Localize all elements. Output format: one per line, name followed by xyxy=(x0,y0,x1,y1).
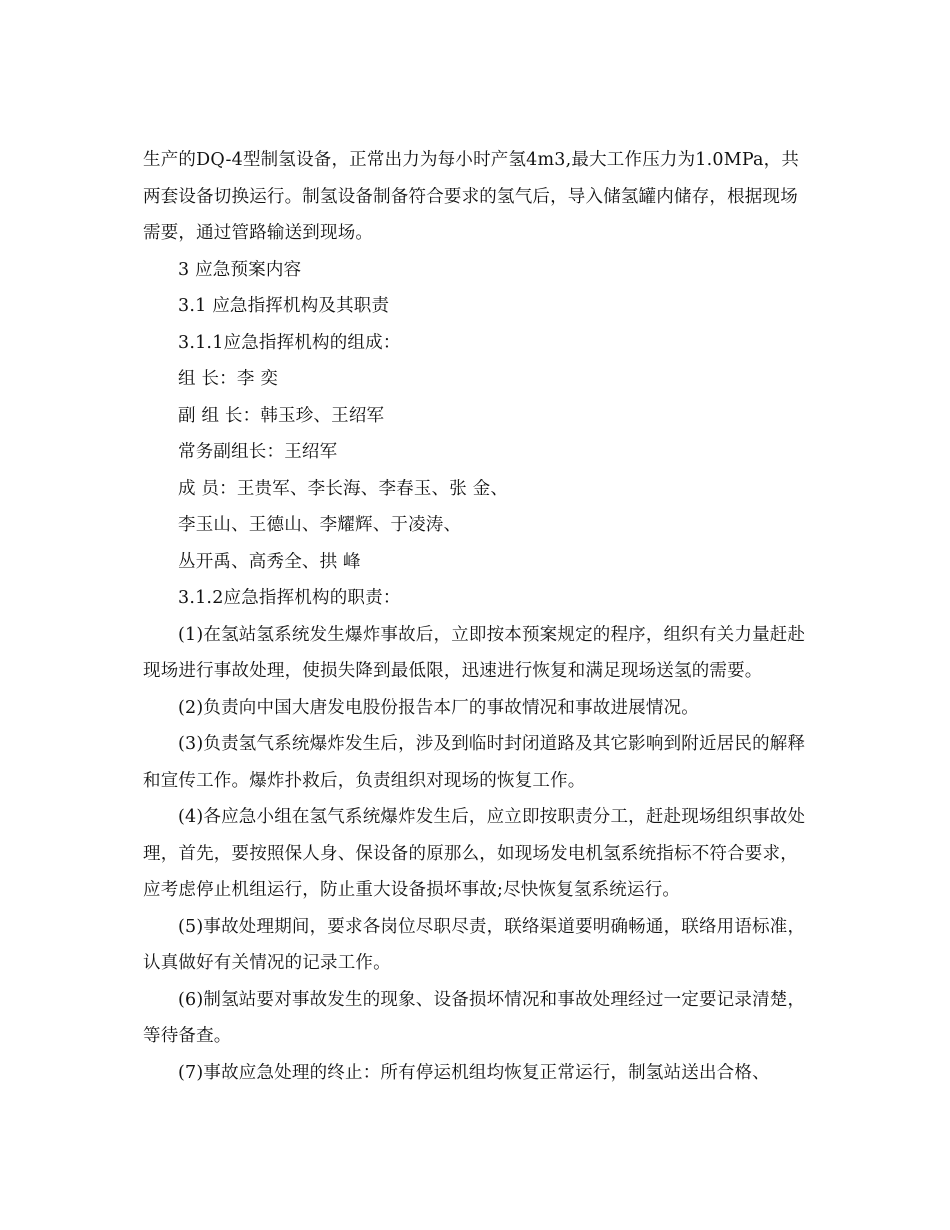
leader-line: 组 长：李 奕 xyxy=(178,369,279,389)
paragraph-intro: 生产的DQ-4型制氢设备，正常出力为每小时产氢4m3,最大工作压力为1.0MPa，共两套设备切换运行。制氢设备制备符合要求的氢气后，导入储氢罐内储存，根据现场需要，通过管路输送到现场。 xyxy=(143,150,800,243)
members-line-3: 丛开禹、高秀全、拱 峰 xyxy=(178,551,361,572)
duty-item-1: (1)在氢站氢系统发生爆炸事故后，立即按本预案规定的程序，组织有关力量赶赴现场进行事故处理，使损失降到最低限，迅速进行恢复和满足现场送氢的需要。 xyxy=(143,624,806,681)
duty-item-5: (5)事故处理期间，要求各岗位尽职尽责，联络渠道要明确畅通，联络用语标准，认真做好有关情况的记录工作。 xyxy=(143,916,806,973)
executive-deputy-line: 常务副组长：王绍军 xyxy=(178,442,338,462)
duty-item-4: (4)各应急小组在氢气系统爆炸发生后，应立即按职责分工，赶赴现场组织事故处理，首先，要按照保人身、保设备的原那么，如现场发电机氢系统指标不符合要求，应考虑停止机组运行，防止重大设备损坏事故;尽快恢复氢系统运行。 xyxy=(143,807,806,900)
section-heading-3: 3 应急预案内容 xyxy=(178,259,302,280)
duty-item-7: (7)事故应急处理的终止：所有停运机组均恢复正常运行，制氢站送出合格、 xyxy=(178,1062,770,1083)
section-heading-3-1-2: 3.1.2应急指挥机构的职责： xyxy=(178,588,401,608)
duty-item-6: (6)制氢站要对事故发生的现象、设备损坏情况和事故处理经过一定要记录清楚，等待备查。 xyxy=(143,989,806,1046)
members-line-2: 李玉山、王德山、李耀辉、于凌涛、 xyxy=(178,515,462,535)
deputy-leader-line: 副 组 长：韩玉珍、王绍军 xyxy=(178,405,385,426)
members-line-1: 成 员：王贵军、李长海、李春玉、张 金、 xyxy=(178,478,509,499)
section-heading-3-1-1: 3.1.1应急指挥机构的组成： xyxy=(178,332,401,353)
document-body xyxy=(143,142,808,1091)
duty-item-3: (3)负责氢气系统爆炸发生后，涉及到临时封闭道路及其它影响到附近居民的解释和宣传工作。爆炸扑救后，负责组织对现场的恢复工作。 xyxy=(143,734,806,791)
duty-item-2: (2)负责向中国大唐发电股份报告本厂的事故情况和事故进展情况。 xyxy=(178,697,699,718)
section-heading-3-1: 3.1 应急指挥机构及其职责 xyxy=(178,296,390,316)
